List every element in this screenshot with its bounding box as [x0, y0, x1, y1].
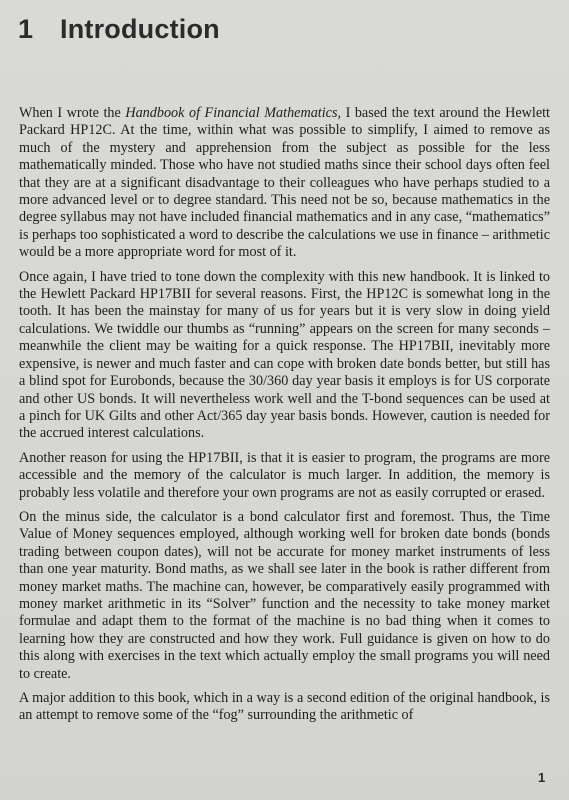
paragraph-text: A major addition to this book, which in a way is a second edition of the original handbook, is an attempt to remove some of the “fog” surrounding the arithmetic of — [19, 690, 550, 724]
paragraph-text: When I wrote the — [19, 105, 126, 121]
paragraph — [19, 690, 550, 725]
chapter-heading — [18, 14, 220, 45]
paragraph — [19, 509, 550, 683]
book-title-italic: Handbook of Financial Mathematics — [125, 105, 338, 121]
paragraph-text: Once again, I have tried to tone down the complexity with this new handbook. It is linked to the Hewlett Packard HP17BII for several reasons. First, the HP12C is somewhat long in the tooth. It has been the mainstay for many of us for years but it is very slow in doing yield calculations. We twiddle our thumbs as “running” appears on the screen for many seconds – meanwhile the client may be waiting for a quick response. The HP17BII, inevitably more expensive, is newer and much faster and can cope with broken date bonds better, but still has a blind spot for Eurobonds, because the 30/360 day year basis it employs is for US corporate and other US bonds. It will nevertheless work well and the T-bond sequences can be used at a pinch for UK Gilts and other Act/365 day year basis bonds. However, caution is needed for the accrued interest calculations. — [19, 268, 550, 442]
chapter-title: Introduction — [60, 14, 220, 44]
paragraph-text: Another reason for using the HP17BII, is that it is easier to program, the programs are more accessible and the memory of the calculator is much larger. In addition, the memory is probably less volatile and therefore your own programs are not as easily corrupted or erased. — [19, 449, 550, 501]
paragraph-text: , I based the text around the Hewlett Packard HP12C. At the time, within what was possible to simplify, I aimed to remove as much of the mystery and apprehension from the subject as possible for the less mathematically minded. Those who have not studied maths since their school days often feel that they are at a significant disadvantage to their colleagues who have perhaps studied to a more advanced level or to degree standard. This need not be so, because mathematics in the degree syllabus may not have included financial mathematics and in any case, “mathematics” is perhaps too sophisticated a word to describe the calculations we use in finance – arithmetic would be a more appropriate word for most of it. — [19, 105, 551, 261]
page-number: 1 — [538, 770, 546, 785]
paragraph — [19, 269, 550, 443]
paragraph — [19, 105, 550, 262]
chapter-number: 1 — [18, 14, 34, 44]
paragraph — [19, 450, 550, 502]
paragraph-text: On the minus side, the calculator is a bond calculator first and foremost. Thus, the Time Value of Money sequences employed, although working well for broken date bonds (bonds trading between coupon dates), will not be accurate for money market instruments of less than one year maturity. Bond maths, as we shall see later in the book is rather different from money market maths. The machine can, however, be comparatively easily programmed with money market arithmetic in its “Solver” function and the necessity to take money market formulae and adapt them to the format of the machine is no bad thing when it comes to learning how they are constructed and how they work. Full guidance is given on how to do this along with exercises in the text which actually employ the small programs you will need to create. — [19, 508, 550, 682]
body-text — [19, 105, 550, 732]
